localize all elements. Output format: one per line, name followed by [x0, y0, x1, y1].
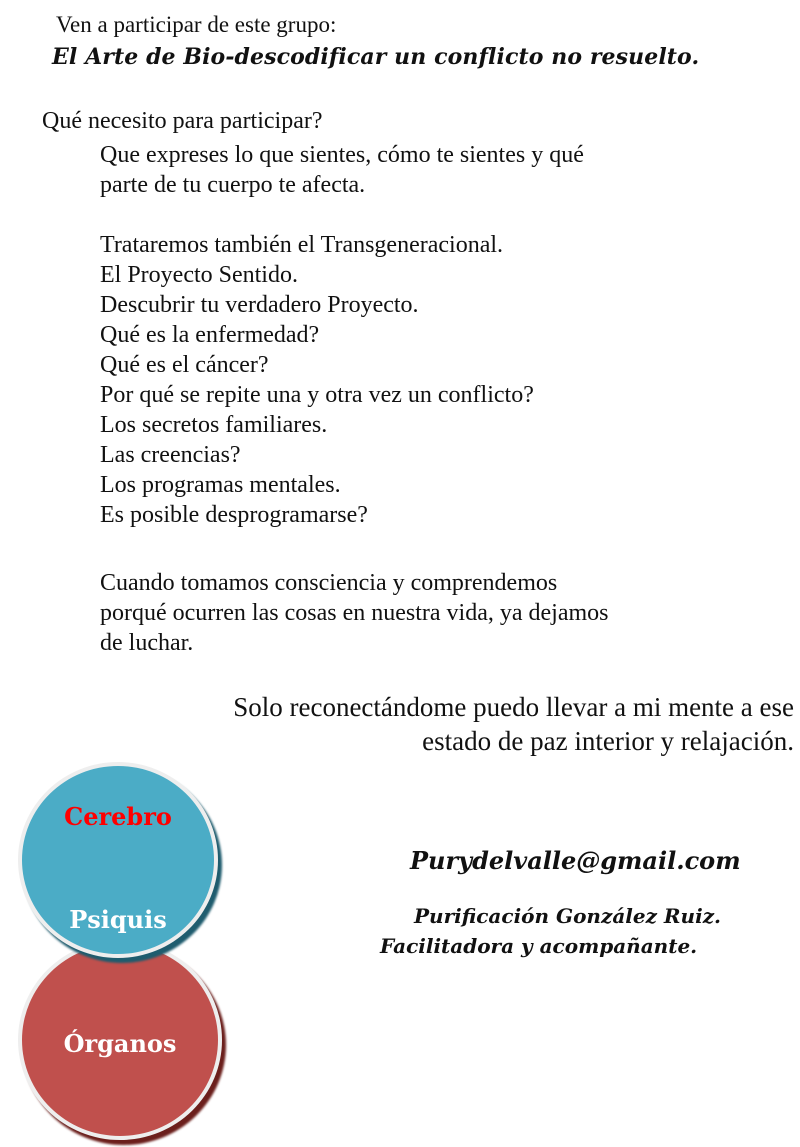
answer-line: Que expreses lo que sientes, cómo te sientes y qué	[100, 142, 584, 168]
quote	[233, 690, 794, 758]
facilitator-role: Facilitadora y acompañante.	[380, 934, 698, 958]
workshop-title: El Arte de Bio-descodificar un conflicto no resuelto.	[52, 44, 700, 70]
closing-paragraph	[100, 568, 609, 658]
requirements-answer	[100, 140, 584, 200]
label-psiquis: Psiquis	[69, 905, 167, 934]
label-organos: Órganos	[63, 1028, 177, 1058]
topic-item: Descubrir tu verdadero Proyecto.	[100, 292, 419, 318]
circle-organos	[18, 940, 222, 1140]
answer-line: parte de tu cuerpo te afecta.	[100, 172, 366, 198]
closing-line: de luchar.	[100, 630, 194, 656]
topic-item: Los secretos familiares.	[100, 412, 328, 438]
requirements-question: Qué necesito para participar?	[42, 108, 323, 134]
label-cerebro: Cerebro	[64, 802, 172, 831]
topic-item: El Proyecto Sentido.	[100, 262, 298, 288]
topic-item: Qué es la enfermedad?	[100, 322, 320, 348]
topic-item: Es posible desprogramarse?	[100, 502, 368, 528]
topic-item: Los programas mentales.	[100, 472, 341, 498]
facilitator-name: Purificación González Ruiz.	[414, 904, 722, 928]
circle-cerebro-psiquis	[18, 762, 218, 958]
invite-text: Ven a participar de este grupo:	[56, 12, 337, 37]
quote-line: Solo reconectándome puedo llevar a mi mente a ese	[233, 692, 794, 722]
closing-line: Cuando tomamos consciencia y comprendemos	[100, 570, 558, 596]
topic-item: Por qué se repite una y otra vez un conflicto?	[100, 382, 534, 408]
contact-email: Purydelvalle@gmail.com	[410, 846, 741, 875]
topic-item: Trataremos también el Transgeneracional.	[100, 232, 504, 258]
quote-line: estado de paz interior y relajación.	[422, 726, 794, 756]
closing-line: porqué ocurren las cosas en nuestra vida, ya dejamos	[100, 600, 609, 626]
topic-item: Las creencias?	[100, 442, 241, 468]
topic-item: Qué es el cáncer?	[100, 352, 269, 378]
topics-list	[100, 230, 534, 530]
